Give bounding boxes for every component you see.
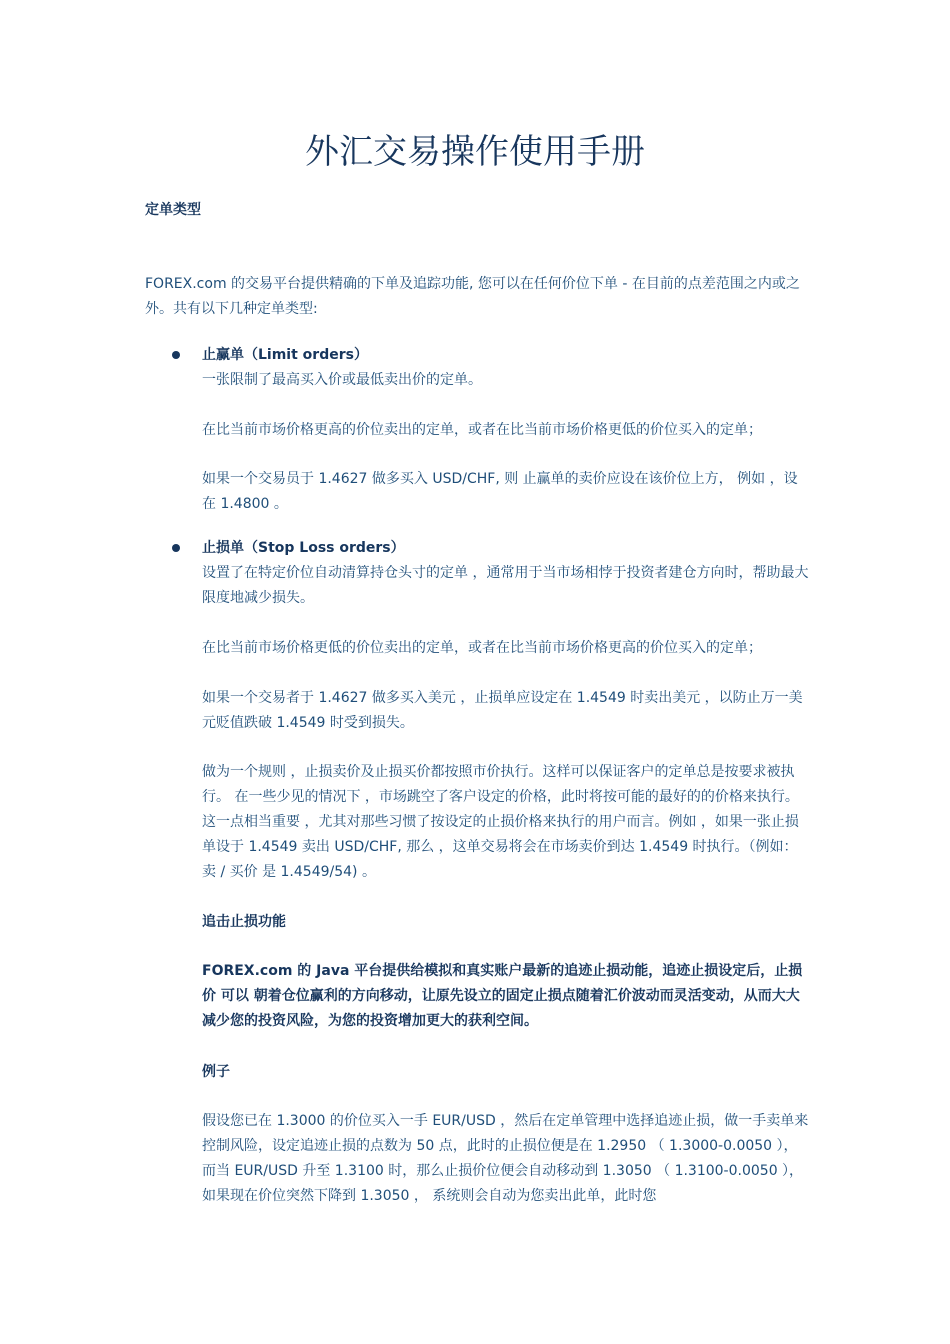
stop-loss-note: 做为一个规则 ，止损卖价及止损买价都按照市价执行。这样可以保证客户的定单总是按要求被执行。 在一些少见的情况下 ，市场跳空了客户设定的价格，此时将按可能的最好的的价格来执行。 这一点相当重要 ，尤其对那些习惯了按设定的止损价格来执行的用户而言。例如 ，如果一张止损单设于 1.4549 卖出 USD/CHF, 那么 ，这单交易将会在市场卖价到达 1.4549 时执行。（例如：卖 / 买价 是 1.4549/54) 。 <box>202 764 799 880</box>
section-heading: 定单类型 <box>145 202 201 218</box>
document-title: 外汇交易操作使用手册 <box>305 132 645 172</box>
stop-loss-example: 如果一个交易者于 1.4627 做多买入美元 ，止损单应设定在 1.4549 时卖出美元 ，以防止万一美元贬值跌破 1.4549 时受到损失。 <box>202 690 803 731</box>
stop-loss-heading: 止损单（Stop Loss orders） <box>202 540 405 556</box>
limit-order-example: 如果一个交易员于 1.4627 做多买入 USD/CHF, 则 止赢单的卖价应设在该价位上方， 例如 ，设在 1.4800 。 <box>202 471 798 512</box>
bullet-icon <box>172 351 180 359</box>
example-body: 假设您已在 1.3000 的价位买入一手 EUR/USD ，然后在定单管理中选择追迹止损，做一手卖单来控制风险，设定追迹止损的点数为 50 点，此时的止损位便是在 1.2950 （ 1.3000-0.0050 ），而当 EUR/USD 升至 1.3100 时，那么止损价位便会自动移动到 1.3050 （ 1.3100-0.0050 ），如果现在价位突然下降到 1.3050 ， 系统则会自动为您卖出此单，此时您 <box>202 1113 809 1204</box>
stop-loss-definition: 设置了在特定价位自动清算持仓头寸的定单 ，通常用于当市场相悖于投资者建仓方向时，帮助最大限度地减少损失。 <box>202 565 809 606</box>
limit-order-section <box>202 343 810 393</box>
limit-order-definition: 一张限制了最高买入价或最低卖出价的定单。 <box>202 372 482 388</box>
bullet-icon <box>172 544 180 552</box>
stop-loss-section <box>202 536 810 611</box>
intro-paragraph: FOREX.com 的交易平台提供精确的下单及追踪功能, 您可以在任何价位下单 - 在目前的点差范围之内或之外。共有以下几种定单类型: <box>145 276 800 317</box>
limit-order-heading: 止赢单（Limit orders） <box>202 347 368 363</box>
example-heading: 例子 <box>202 1064 230 1080</box>
stop-loss-rule: 在比当前市场价格更低的价位卖出的定单，或者在比当前市场价格更高的价位买入的定单； <box>202 640 762 656</box>
trailing-stop-heading: 追击止损功能 <box>202 914 286 930</box>
limit-order-rule: 在比当前市场价格更高的价位卖出的定单，或者在比当前市场价格更低的价位买入的定单； <box>202 422 762 438</box>
trailing-stop-body: FOREX.com 的 Java 平台提供给模拟和真实账户最新的追迹止损动能，追迹止损设定后，止损价 可以 朝着仓位赢利的方向移动，让原先设立的固定止损点随着汇价波动而灵活变动，从而大大减少您的投资风险，为您的投资增加更大的获利空间。 <box>202 963 803 1029</box>
